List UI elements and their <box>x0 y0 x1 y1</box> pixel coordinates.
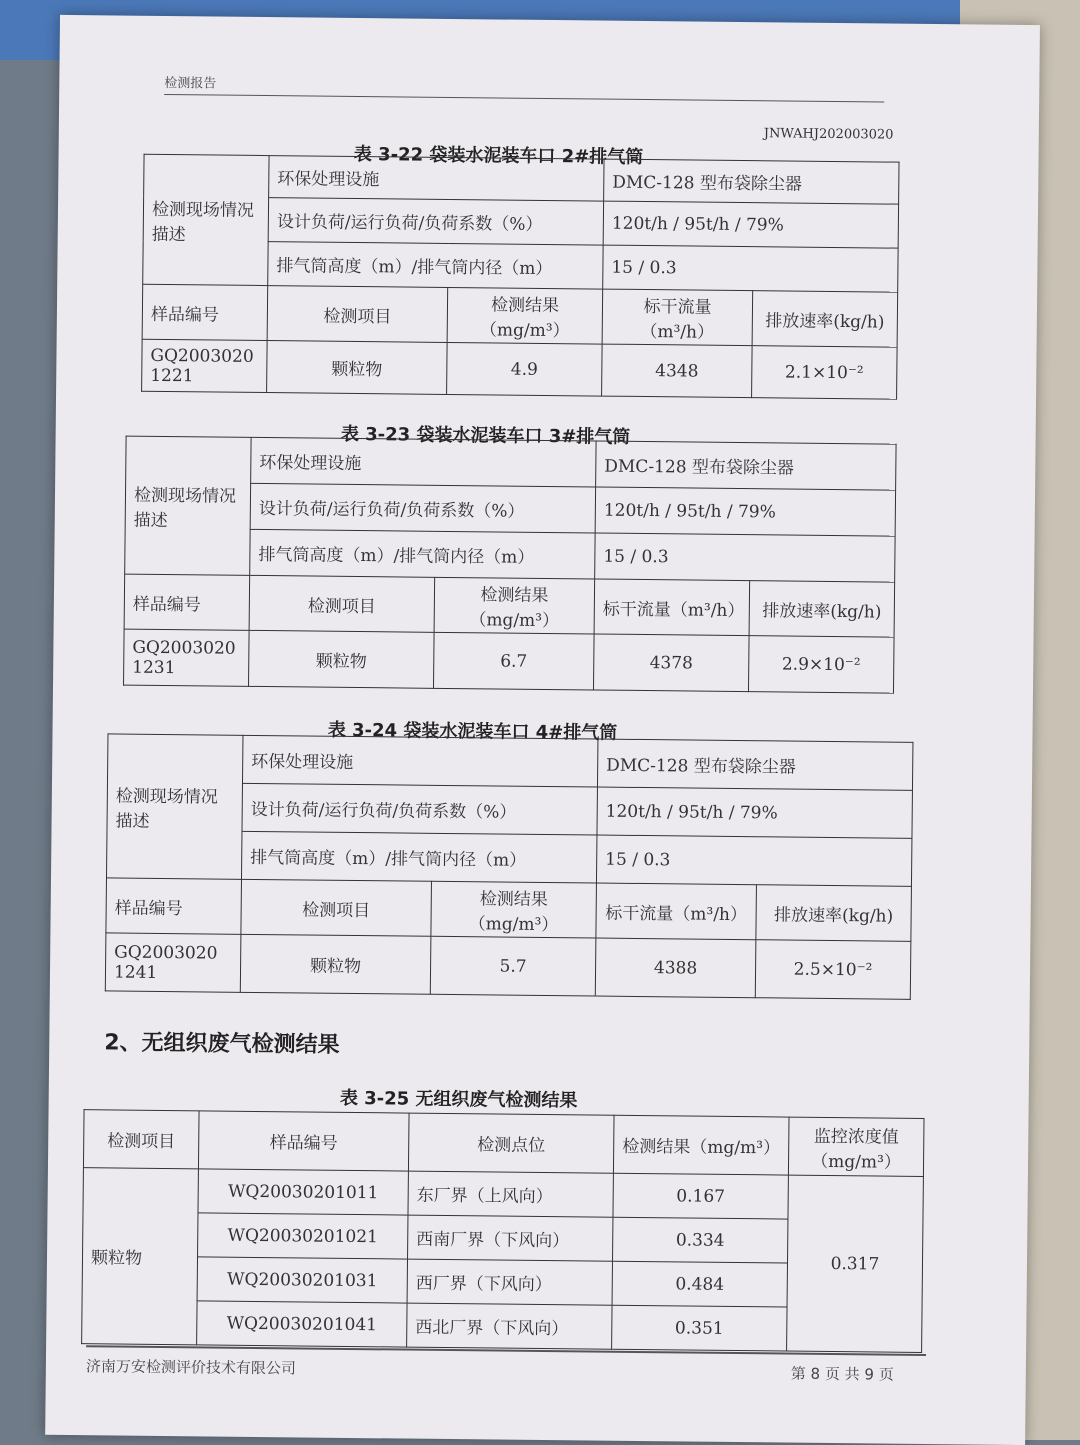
table-row <box>124 629 895 693</box>
emission-rate: 2.9×10⁻² <box>748 636 894 694</box>
table-row <box>144 154 899 204</box>
table-3-23 <box>123 436 897 694</box>
header-left: 检测报告 <box>164 75 217 92</box>
table-3-24 <box>105 733 914 999</box>
row-label: 环保处理设施 <box>269 156 604 202</box>
table-caption-3-25: 表 3-25 无组织废气检测结果 <box>339 1087 578 1112</box>
header-cell: 检测点位 <box>408 1113 614 1173</box>
table-3-25 <box>81 1109 924 1353</box>
sample-id: GQ2003020 1221 <box>142 339 268 392</box>
monitoring-limit: 0.317 <box>787 1175 924 1352</box>
row-label: 环保处理设施 <box>251 437 596 487</box>
report-number: JNWAHJ202003020 <box>763 126 894 143</box>
header-cell: 排放速率(kg/h) <box>749 581 895 638</box>
row-value: 120t/h / 95t/h / 79% <box>603 201 898 248</box>
row-value: 15 / 0.3 <box>596 835 912 886</box>
sampling-point: 东厂界（上风向） <box>408 1171 613 1217</box>
sample-id: GQ2003020 1241 <box>105 933 241 992</box>
page-number: 第 8 页 共 9 页 <box>790 1364 894 1384</box>
test-item: 颗粒物 <box>267 341 448 395</box>
sample-id: WQ20030201021 <box>198 1213 408 1259</box>
header-cell: 检测结果（mg/m³） <box>447 287 603 344</box>
row-label: 环保处理设施 <box>242 735 597 787</box>
row-value: DMC-128 型布袋除尘器 <box>604 159 899 204</box>
table-header-row <box>142 284 898 347</box>
table-header-row <box>106 878 912 941</box>
table-row <box>142 339 898 399</box>
emission-rate: 2.5×10⁻² <box>755 940 911 1000</box>
test-result: 0.484 <box>612 1261 787 1307</box>
header-cell: 样品编号 <box>142 284 268 340</box>
test-result: 6.7 <box>433 632 594 690</box>
header-cell: 样品编号 <box>124 574 250 630</box>
emission-rate: 2.1×10⁻² <box>752 346 898 400</box>
flow-rate: 4378 <box>593 634 749 692</box>
header-rule <box>164 94 884 103</box>
section-heading: 2、无组织废气检测结果 <box>104 1030 340 1058</box>
header-cell: 检测结果（mg/m³） <box>613 1115 789 1175</box>
test-result: 4.9 <box>447 342 603 396</box>
test-item: 颗粒物 <box>249 630 435 688</box>
sampling-point: 西厂界（下风向） <box>407 1259 612 1305</box>
row-label: 排气筒高度（m）/排气筒内径（m） <box>268 242 603 290</box>
section-label: 检测现场情况描述 <box>125 436 251 575</box>
row-label: 设计负荷/运行负荷/负荷系数（%） <box>242 783 597 835</box>
sampling-point: 西北厂界（下风向） <box>407 1303 612 1349</box>
table-header-row <box>83 1110 924 1177</box>
row-value: DMC-128 型布袋除尘器 <box>596 441 896 490</box>
test-result: 0.334 <box>613 1217 788 1263</box>
row-label: 排气筒高度（m）/排气筒内径（m） <box>250 529 595 579</box>
test-result: 0.167 <box>613 1173 788 1219</box>
table-row <box>107 734 912 790</box>
flow-rate: 4388 <box>595 938 756 998</box>
report-page <box>45 15 1040 1445</box>
header-cell: 检测结果（mg/m³） <box>431 881 597 938</box>
test-item: 颗粒物 <box>240 934 431 994</box>
table-caption-3-23: 表 3-23 袋装水泥装车口 3#排气筒 <box>340 423 631 448</box>
sample-id: WQ20030201011 <box>198 1169 408 1215</box>
test-result: 5.7 <box>430 936 596 996</box>
table-caption-3-24: 表 3-24 袋装水泥装车口 4#排气筒 <box>327 719 618 744</box>
header-cell: 标干流量（m³/h） <box>602 289 753 346</box>
header-cell: 监控浓度值（mg/m³） <box>788 1117 924 1176</box>
section-label: 检测现场情况描述 <box>143 154 269 285</box>
row-label: 设计负荷/运行负荷/负荷系数（%） <box>250 483 595 533</box>
footer-company: 济南万安检测评价技术有限公司 <box>85 1357 296 1378</box>
header-cell: 检测项目 <box>83 1110 199 1169</box>
header-cell: 标干流量（m³/h） <box>596 883 757 940</box>
header-cell: 检测项目 <box>267 286 448 343</box>
header-cell: 标干流量（m³/h） <box>594 579 750 636</box>
row-value: 120t/h / 95t/h / 79% <box>597 787 913 838</box>
row-value: 120t/h / 95t/h / 79% <box>595 487 895 536</box>
header-cell: 检测项目 <box>249 575 435 632</box>
table-header-row <box>124 574 895 637</box>
sample-id: WQ20030201041 <box>197 1301 407 1347</box>
table-row <box>126 436 896 490</box>
row-value: 15 / 0.3 <box>595 533 895 582</box>
test-result: 0.351 <box>612 1305 787 1351</box>
table-3-22 <box>141 154 899 400</box>
sample-id: GQ2003020 1231 <box>124 629 250 686</box>
row-label: 排气筒高度（m）/排气筒内径（m） <box>241 831 596 883</box>
header-cell: 检测结果（mg/m³） <box>434 577 595 634</box>
sample-id: WQ20030201031 <box>197 1257 407 1303</box>
row-value: 15 / 0.3 <box>603 245 898 292</box>
header-cell: 排放速率(kg/h) <box>752 291 898 348</box>
header-cell: 样品编号 <box>106 878 242 934</box>
table-caption-3-22: 表 3-22 袋装水泥装车口 2#排气筒 <box>353 143 644 168</box>
row-label: 设计负荷/运行负荷/负荷系数（%） <box>268 198 603 246</box>
table-row <box>105 933 911 999</box>
header-cell: 排放速率(kg/h) <box>756 885 912 942</box>
row-value: DMC-128 型布袋除尘器 <box>597 739 913 790</box>
header-cell: 样品编号 <box>198 1111 409 1171</box>
flow-rate: 4348 <box>602 344 753 398</box>
test-item: 颗粒物 <box>82 1168 199 1345</box>
header-cell: 检测项目 <box>241 879 432 936</box>
sampling-point: 西南厂界（下风向） <box>408 1215 613 1261</box>
section-label: 检测现场情况描述 <box>106 734 243 879</box>
